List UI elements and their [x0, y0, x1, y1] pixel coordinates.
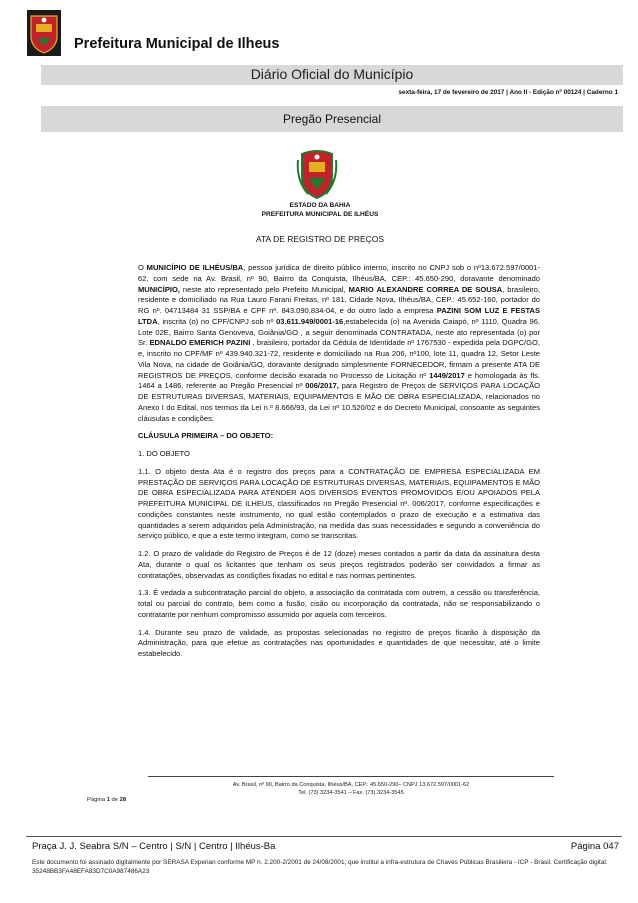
prefeitura-name: PREFEITURA MUNICIPAL DE ILHÉUS	[261, 210, 379, 218]
municipality-title: Prefeitura Municipal de Ilheus	[74, 36, 280, 52]
item-heading: 1. DO OBJETO	[138, 449, 190, 458]
intro-paragraph: O MUNICÍPIO DE ILHÉUS/BA, pessoa jurídica de direito público interno, inscrito no CNPJ sob o nº13.672.597/0001-62, com sede na Av. Brasil, nº 90, Bairro da Conquista, Ilhéus/BA, CEP.: 45.650-290, doravante denominado MUNICÍPIO, neste ato representado pelo Prefeito Municipal, MARIO ALEXANDRE CORREA DE SOUSA, brasileiro, residente e domiciliado na Rua Lauro Farani Freitas, nº 181, Cidade Nova, Ilhéus/BA, CEP.: 45.652-160, portador do RG nº. 04713484 31 SSP/BA e CPF nº. 843.090.834-04, e do outro lado a empresa PAZINI SOM LUZ E FESTAS LTDA, inscrita (o) no CPF/CNPJ sob nº 03.611.949/0001-16,estabelecida (o) na Avenida Caiapó, nº 1110, Quadra 96, Lote 02E, Bairro Santa Genoveva, Goiânia/GO , a seguir denominada CONTRATADA, neste ato representada (o) por Sr. EDNALDO EMERICH PAZINI , brasileiro, portador da Cédula de Identidade nº 1767530 - expedida pela DGPC/GO, e, inscrito no CPF/MF nº 439.940.321-72, residente e domiciliado na Rua 206, nº100, lote 11, quadra 12, Setor Leste Vila Nova, na cidade de Goiânia/GO, doravante designado simplesmente FORNECEDOR, firmam a presente ATA DE REGISTROS DE PREÇOS, conforme decisão exarada no Processo de Licitação nº 1449/2017 e homologada às fls. 1464 a 1486, referente ao Pregão Presencial nº 006/2017, para Registro de Preços de SERVIÇOS PARA LOCAÇÃO DE ESTRUTURAS DIVERSAS, MATERIAIS, EQUIPAMENTOS E MÃO DE OBRA ESPECIALIZADA, relacionados no Anexo I do Edital, nos termos da Lei n.º 8.666/93, da Lei nº 10.520/02 e do Decreto Municipal, consoante as seguintes cláusulas e condições:	[138, 263, 541, 423]
document-header	[170, 202, 470, 219]
digital-signature-notice: Este documento foi assinado digitalmente por SERASA Experian conforme MP n. 2.200-2/2001 de 24/08/2001, que institui a infra-estrutura de Chaves Públicas Brasileira - ICP - Brasil. Certificação digital: 35248BB3FA48EFA83D7C0A987486A23	[32, 859, 608, 875]
diario-title: Diário Oficial do Município	[250, 66, 414, 82]
footer-address-line: Av. Brasil, nº 90, Bairro da Conquista, Ilhéus/BA, CEP.: 45.650-290– CNPJ 13.672.597/0001-62	[232, 782, 470, 788]
state-name: ESTADO DA BAHIA	[289, 202, 351, 209]
paragraph-1-1: 1.1. O objeto desta Ata é o registro dos preços para a CONTRATAÇÃO DE EMPRESA ESPECIALIZADA EM PRESTAÇÃO DE SERVIÇOS PARA LOCAÇÃO DE ESTRUTURAS DIVERSAS, MATERIAIS, EQUIPAMENTOS E MÃO DE OBRA ESPECIALIZADA PARA ATENDER AOS DIVERSOS EVENTOS PROMOVIDOS E/OU APOIADOS PELA PREFEITURA MUNICIPAL DE ILHEUS, classificados no Pregão Presencial nº. 006/2017, conforme especificações e condições constantes neste instrumento, no qual estão contemplados o prazo de execução e a estimativa das quantidades a serem adquiridos pela Administração, na medida das suas necessidades e segundo a conveniência do serviço público, e que a este termo integram, como se transcritas.	[138, 466, 540, 541]
section-title: Pregão Presencial	[282, 112, 382, 126]
ilheus-crest-icon	[296, 150, 338, 200]
document-page-counter: Página 1 de 28	[87, 797, 127, 803]
footer-phone-line: Tel. (73) 3234-3541 – Fax. (73) 3234-3545	[298, 790, 404, 796]
municipal-coat-of-arms-logo	[27, 10, 61, 56]
paragraph-1-2: 1.2. O prazo de validade do Registro de Preços é de 12 (doze) meses contados a partir da data da assinatura desta Ata, durante o qual os licitantes que tenham os seus preços registrados poderão ser convidados a firmar as contratações, observadas as condições fixadas no edital e nas normas pertinentes.	[138, 549, 540, 580]
document-title: ATA DE REGISTRO DE PREÇOS	[255, 234, 385, 244]
page-number: Página 047	[570, 841, 619, 852]
bottom-address: Praça J. J. Seabra S/N – Centro | S/N | Centro | Ilhéus-Ba	[32, 841, 276, 852]
edition-info: sexta-feira, 17 de fevereiro de 2017 | Ano II - Edição nº 00124 | Caderno 1	[398, 89, 618, 96]
paragraph-1-4: 1.4. Durante seu prazo de validade, as propostas selecionadas no registro de preços ficarão à disposição da Administração, para que efetue as contratações nas oportunidades e quantidades de que necessitar, até o limite estabelecido.	[138, 627, 540, 658]
clause-title: CLÁUSULA PRIMEIRA – DO OBJETO:	[138, 431, 274, 441]
document-body	[138, 263, 540, 667]
bottom-divider	[26, 836, 622, 837]
footer-divider	[148, 776, 554, 777]
paragraph-1-3: 1.3. É vedada a subcontratação parcial do objeto, a associação da contratada com outrem, a cessão ou transferência, total ou parcial do contrato, bem como a fusão, cisão ou incorporação da contratada, não se responsabilizando o contratante por nenhum compromisso assumido por aquela com terceiros.	[138, 588, 540, 619]
document-footer-address	[148, 781, 554, 797]
